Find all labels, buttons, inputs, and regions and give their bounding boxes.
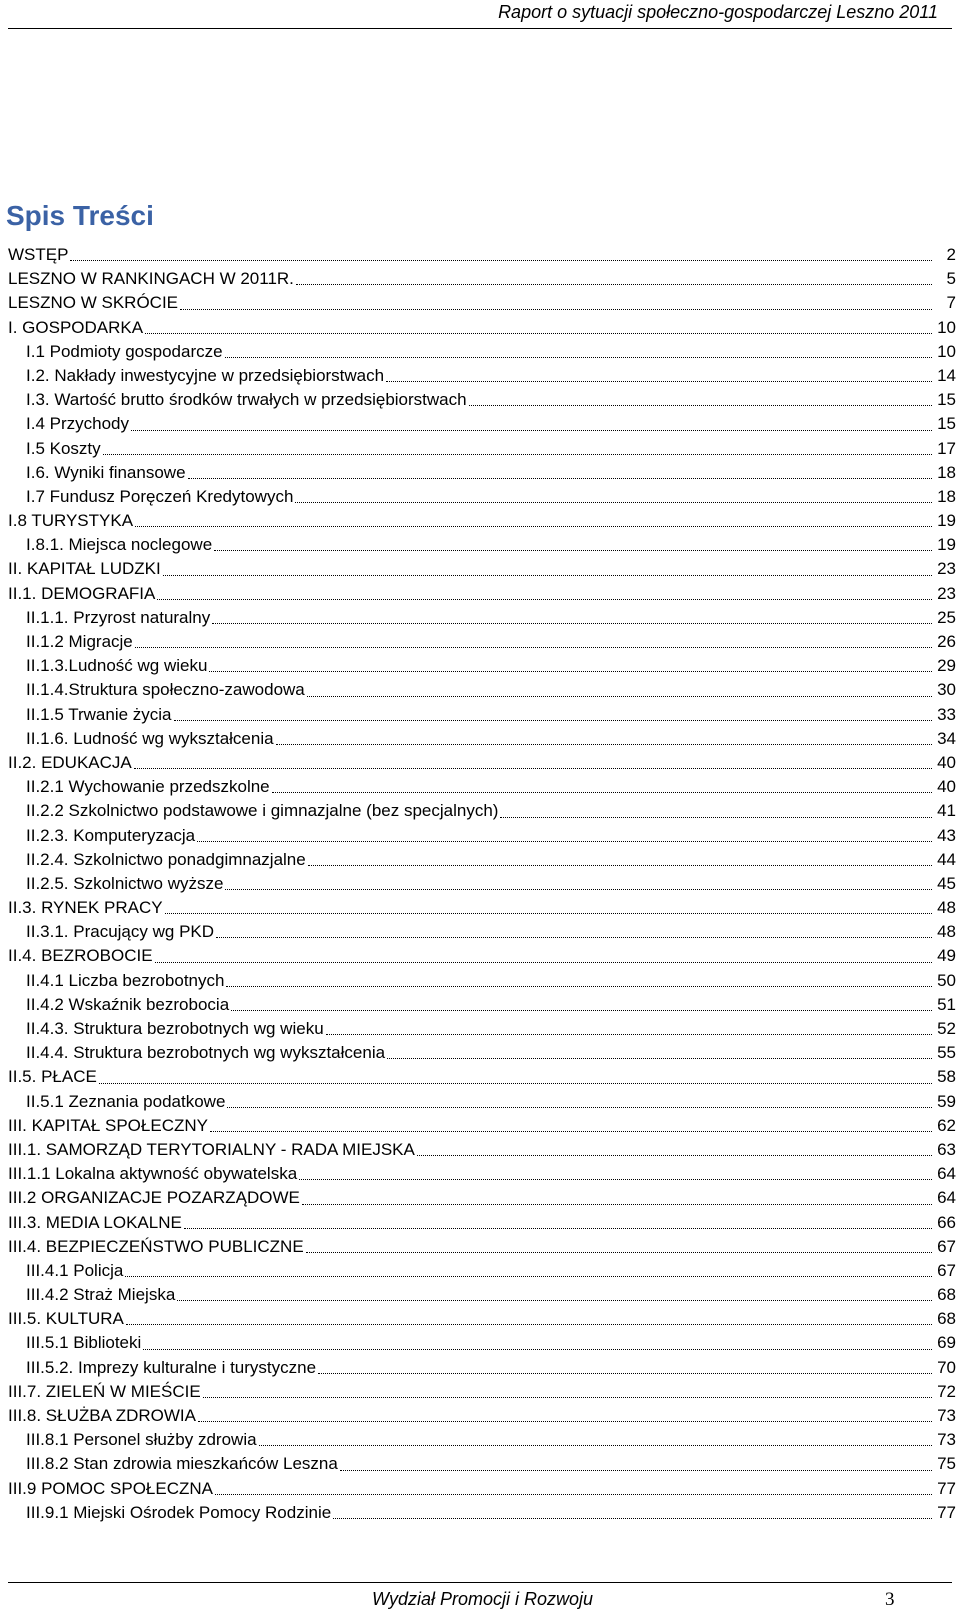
toc-entry[interactable]	[8, 944, 956, 968]
toc-entry[interactable]	[8, 1162, 956, 1186]
toc-entry-label: LESZNO W RANKINGACH W 2011R.	[8, 269, 294, 289]
toc-entry-label: III.4.1 Policja	[26, 1260, 124, 1280]
toc-entry-page: 41	[937, 801, 956, 821]
toc-entry[interactable]	[8, 678, 956, 702]
toc-entry-page: 49	[937, 946, 956, 966]
toc-dot-leader	[155, 961, 932, 963]
toc-entry-label: I.4 Przychody	[26, 414, 129, 434]
toc-dot-leader	[326, 1033, 932, 1035]
toc-entry-label: I.8 TURYSTYKA	[8, 511, 134, 531]
toc-entry-label: I.7 Fundusz Poręczeń Kredytowych	[26, 486, 294, 506]
toc-dot-leader	[212, 622, 932, 624]
toc-dot-leader	[143, 1348, 932, 1350]
toc-entry-page: 72	[937, 1381, 956, 1401]
toc-entry-page: 77	[937, 1478, 956, 1498]
toc-entry-page: 2	[946, 245, 956, 264]
toc-dot-leader	[299, 1178, 932, 1180]
toc-entry[interactable]	[8, 582, 956, 606]
toc-entry[interactable]	[8, 799, 956, 823]
toc-entry-page: 15	[937, 390, 956, 410]
toc-entry[interactable]	[8, 243, 956, 267]
toc-dot-leader	[259, 1444, 932, 1446]
toc-entry-page: 63	[937, 1139, 956, 1159]
toc-entry-page: 66	[937, 1212, 956, 1232]
toc-entry[interactable]	[8, 1235, 956, 1259]
toc-entry-page: 55	[937, 1043, 956, 1063]
toc-dot-leader	[135, 646, 932, 648]
toc-entry[interactable]	[8, 920, 956, 944]
toc-entry[interactable]	[8, 1041, 956, 1065]
toc-entry-page: 18	[937, 462, 956, 482]
toc-entry[interactable]	[8, 412, 956, 436]
toc-entry-label: II.1.2 Migracje	[26, 632, 133, 651]
toc-entry[interactable]	[8, 1138, 956, 1162]
toc-dot-leader	[231, 1009, 932, 1011]
toc-entry-label: III.2 ORGANIZACJE POZARZĄDOWE	[8, 1188, 300, 1208]
toc-entry-page: 23	[937, 583, 956, 603]
toc-entry-page: 7	[946, 293, 956, 313]
toc-entry-page: 33	[937, 704, 956, 724]
toc-entry[interactable]	[8, 1452, 956, 1476]
toc-entry[interactable]	[8, 630, 956, 654]
toc-entry-label: III.9 POMOC SPOŁECZNA	[8, 1478, 213, 1498]
toc-entry-page: 48	[937, 922, 956, 942]
toc-entry[interactable]	[8, 1090, 956, 1114]
toc-entry[interactable]	[8, 848, 956, 872]
toc-dot-leader	[469, 404, 932, 406]
toc-entry-page: 68	[937, 1285, 956, 1305]
toc-entry[interactable]	[8, 1501, 956, 1525]
toc-entry[interactable]	[8, 1477, 956, 1501]
toc-dot-leader	[387, 1057, 932, 1059]
toc-dot-leader	[70, 259, 932, 261]
toc-entry-page: 19	[937, 511, 956, 531]
toc-dot-leader	[198, 1420, 932, 1422]
toc-entry-label: I. GOSPODARKA	[8, 317, 144, 337]
toc-entry-label: I.3. Wartość brutto środków trwałych w przedsiębiorstwach	[26, 390, 467, 410]
toc-dot-leader	[214, 549, 932, 551]
toc-entry-page: 10	[937, 341, 956, 361]
toc-entry-page: 75	[937, 1454, 956, 1474]
toc-entry-label: III.9.1 Miejski Ośrodek Pomocy Rodzinie	[26, 1502, 332, 1522]
toc-entry-page: 58	[937, 1067, 956, 1087]
toc-dot-leader	[103, 453, 932, 455]
toc-entry-label: I.8.1. Miejsca noclegowe	[26, 535, 213, 555]
toc-dot-leader	[210, 1130, 932, 1132]
toc-entry-page: 14	[937, 365, 956, 385]
toc-dot-leader	[340, 1469, 932, 1471]
toc-entry-page: 5	[946, 269, 956, 289]
toc-entry-label: II.2. EDUKACJA	[8, 752, 132, 772]
toc-dot-leader	[197, 840, 932, 842]
toc-entry-page: 43	[937, 825, 956, 845]
toc-entry-page: 70	[937, 1357, 956, 1377]
toc-dot-leader	[145, 332, 932, 334]
toc-entry[interactable]	[8, 291, 956, 315]
page-header	[0, 0, 960, 30]
toc-entry-label: II.2.1 Wychowanie przedszkolne	[26, 777, 270, 797]
toc-dot-leader	[209, 670, 932, 672]
toc-entry-page: 68	[937, 1309, 956, 1329]
toc-entry-label: III. KAPITAŁ SPOŁECZNY	[8, 1115, 208, 1135]
toc-entry[interactable]	[8, 1283, 956, 1307]
toc-entry-label: III.7. ZIELEŃ W MIEŚCIE	[8, 1381, 201, 1401]
toc-dot-leader	[417, 1154, 932, 1156]
toc-entry-label: III.4.2 Straż Miejska	[26, 1285, 176, 1305]
toc-entry-label: II.4.4. Struktura bezrobotnych wg wykształcenia	[26, 1043, 386, 1063]
toc-entry[interactable]	[8, 606, 956, 630]
toc-entry[interactable]	[8, 437, 956, 461]
toc-dot-leader	[134, 767, 932, 769]
footer-department: Wydział Promocji i Rozwoju	[372, 1589, 594, 1609]
toc-entry-label: WSTĘP	[8, 245, 69, 264]
toc-dot-leader	[272, 791, 932, 793]
toc-dot-leader	[131, 429, 932, 431]
toc-entry-label: II.2.5. Szkolnictwo wyższe	[26, 873, 224, 893]
toc-entry[interactable]	[8, 1017, 956, 1041]
toc-entry-label: II.1.1. Przyrost naturalny	[26, 607, 211, 627]
toc-entry[interactable]	[8, 872, 956, 896]
toc-dot-leader	[295, 501, 932, 503]
toc-entry-page: 44	[937, 849, 956, 869]
toc-entry-label: III.5.1 Biblioteki	[26, 1333, 142, 1353]
toc-dot-leader	[126, 1323, 932, 1325]
toc-entry[interactable]	[8, 775, 956, 799]
toc-dot-leader	[227, 1106, 932, 1108]
toc-entry-label: II.4.3. Struktura bezrobotnych wg wieku	[26, 1019, 324, 1038]
toc-entry-page: 15	[937, 414, 956, 434]
toc-dot-leader	[177, 1299, 932, 1301]
toc-entry[interactable]	[8, 1380, 956, 1404]
toc-entry-page: 73	[937, 1430, 956, 1450]
toc-title: Spis Treści	[6, 200, 154, 231]
toc-entry[interactable]	[8, 1356, 956, 1380]
toc-dot-leader	[180, 308, 932, 310]
toc-entry-label: II.2.2 Szkolnictwo podstawowe i gimnazjalne (bez specjalnych)	[26, 801, 499, 821]
toc-dot-leader	[174, 719, 932, 721]
toc-entry-label: II.1.6. Ludność wg wykształcenia	[26, 728, 274, 748]
toc-entry[interactable]	[8, 267, 956, 291]
toc-entry[interactable]	[8, 340, 956, 364]
header-title: Raport o sytuacji społeczno-gospodarczej Leszno 2011	[498, 2, 938, 22]
toc-entry-page: 73	[937, 1406, 956, 1425]
toc-dot-leader	[203, 1396, 932, 1398]
toc-dot-leader	[386, 380, 932, 382]
toc-entry[interactable]	[8, 727, 956, 751]
toc-dot-leader	[307, 695, 932, 697]
toc-entry[interactable]	[8, 1259, 956, 1283]
toc-dot-leader	[157, 598, 932, 600]
toc-entry[interactable]	[8, 316, 956, 340]
toc-entry-label: II.2.4. Szkolnictwo ponadgimnazjalne	[26, 849, 306, 869]
toc-entry[interactable]	[8, 824, 956, 848]
toc-entry-label: II.5. PŁACE	[8, 1067, 97, 1087]
toc-entry[interactable]	[8, 969, 956, 993]
toc-entry-label: I.6. Wyniki finansowe	[26, 462, 186, 482]
footer-page-number: 3	[885, 1589, 895, 1610]
toc-entry-label: I.5 Koszty	[26, 438, 101, 458]
toc-dot-leader	[333, 1517, 932, 1519]
toc-entry-page: 26	[937, 632, 956, 651]
header-divider	[8, 28, 952, 29]
toc-dot-leader	[302, 1203, 932, 1205]
toc-dot-leader	[216, 936, 932, 938]
toc-entry[interactable]	[8, 557, 956, 581]
toc-entry-page: 34	[937, 728, 956, 748]
toc-entry-page: 23	[937, 559, 956, 579]
toc-entry[interactable]	[8, 654, 956, 678]
toc-entry-label: II.1.5 Trwanie życia	[26, 704, 172, 724]
toc-entry-label: III.5. KULTURA	[8, 1309, 124, 1329]
toc-entry-label: III.3. MEDIA LOKALNE	[8, 1212, 182, 1232]
toc-entry[interactable]	[8, 461, 956, 485]
table-of-contents	[8, 243, 956, 1525]
toc-entry-page: 17	[937, 438, 956, 458]
toc-entry[interactable]	[8, 1186, 956, 1210]
toc-dot-leader	[296, 283, 932, 285]
toc-dot-leader	[276, 743, 932, 745]
toc-entry-label: II.1.4.Struktura społeczno-zawodowa	[26, 680, 305, 700]
toc-entry-page: 18	[937, 486, 956, 506]
toc-dot-leader	[308, 864, 932, 866]
toc-entry-label: III.8.2 Stan zdrowia mieszkańców Leszna	[26, 1454, 338, 1474]
toc-entry-label: LESZNO W SKRÓCIE	[8, 293, 179, 313]
toc-entry[interactable]	[8, 533, 956, 557]
toc-entry-label: II.5.1 Zeznania podatkowe	[26, 1091, 226, 1111]
toc-entry-label: III.5.2. Imprezy kulturalne i turystyczne	[26, 1357, 317, 1377]
toc-dot-leader	[99, 1082, 932, 1084]
toc-entry-page: 10	[937, 317, 956, 337]
toc-entry[interactable]	[8, 1428, 956, 1452]
toc-entry-label: II.4.1 Liczba bezrobotnych	[26, 970, 225, 990]
toc-entry[interactable]	[8, 509, 956, 533]
toc-entry-page: 40	[937, 752, 956, 772]
toc-entry[interactable]	[8, 1211, 956, 1235]
toc-entry-label: II.4.2 Wskaźnik bezrobocia	[26, 994, 230, 1014]
toc-entry[interactable]	[8, 751, 956, 775]
toc-entry-page: 25	[937, 607, 956, 627]
toc-dot-leader	[500, 816, 932, 818]
toc-entry-label: II.3. RYNEK PRACY	[8, 898, 163, 918]
toc-entry[interactable]	[8, 364, 956, 388]
toc-dot-leader	[163, 574, 932, 576]
toc-entry-label: II.4. BEZROBOCIE	[8, 946, 153, 966]
toc-entry-page: 48	[937, 898, 956, 918]
toc-dot-leader	[165, 912, 932, 914]
toc-entry[interactable]	[8, 485, 956, 509]
toc-dot-leader	[188, 477, 932, 479]
toc-entry[interactable]	[8, 1404, 956, 1428]
toc-entry-label: I.2. Nakłady inwestycyjne w przedsiębiorstwach	[26, 365, 385, 385]
toc-entry[interactable]	[8, 1114, 956, 1138]
toc-entry-page: 64	[937, 1164, 956, 1184]
toc-entry-page: 77	[937, 1502, 956, 1522]
toc-entry[interactable]	[8, 896, 956, 920]
toc-entry-page: 59	[937, 1091, 956, 1111]
toc-entry-page: 64	[937, 1188, 956, 1208]
toc-dot-leader	[135, 525, 932, 527]
toc-entry-label: III.4. BEZPIECZEŃSTWO PUBLICZNE	[8, 1236, 304, 1256]
toc-entry-page: 50	[937, 970, 956, 990]
toc-entry-label: II. KAPITAŁ LUDZKI	[8, 559, 161, 579]
toc-entry-label: II.1. DEMOGRAFIA	[8, 583, 156, 603]
toc-entry-page: 62	[937, 1115, 956, 1135]
toc-entry-label: I.1 Podmioty gospodarcze	[26, 341, 223, 361]
footer-divider	[8, 1582, 952, 1583]
toc-entry[interactable]	[8, 1331, 956, 1355]
toc-entry-label: II.3.1. Pracujący wg PKD	[26, 922, 215, 942]
toc-dot-leader	[318, 1372, 932, 1374]
toc-entry-label: III.1.1 Lokalna aktywność obywatelska	[8, 1164, 298, 1184]
toc-entry-page: 51	[937, 994, 956, 1014]
toc-entry-page: 69	[937, 1333, 956, 1353]
toc-entry[interactable]	[8, 1065, 956, 1089]
toc-entry-page: 29	[937, 656, 956, 676]
toc-dot-leader	[215, 1493, 932, 1495]
toc-entry-label: III.1. SAMORZĄD TERYTORIALNY - RADA MIEJSKA	[8, 1139, 415, 1159]
toc-entry[interactable]	[8, 388, 956, 412]
toc-entry-page: 40	[937, 777, 956, 797]
toc-entry[interactable]	[8, 703, 956, 727]
toc-entry[interactable]	[8, 1307, 956, 1331]
toc-entry-label: III.8.1 Personel służby zdrowia	[26, 1430, 257, 1450]
toc-entry[interactable]	[8, 993, 956, 1017]
toc-dot-leader	[225, 356, 932, 358]
toc-entry-page: 45	[937, 873, 956, 893]
toc-entry-label: II.1.3.Ludność wg wieku	[26, 656, 208, 676]
toc-entry-label: III.8. SŁUŻBA ZDROWIA	[8, 1406, 196, 1425]
toc-entry-label: II.2.3. Komputeryzacja	[26, 825, 196, 845]
toc-entry-page: 19	[937, 535, 956, 555]
toc-dot-leader	[306, 1251, 932, 1253]
toc-dot-leader	[125, 1275, 932, 1277]
toc-entry-page: 52	[937, 1019, 956, 1038]
toc-entry-page: 30	[937, 680, 956, 700]
toc-dot-leader	[184, 1227, 932, 1229]
toc-entry-page: 67	[937, 1236, 956, 1256]
toc-entry-page: 67	[937, 1260, 956, 1280]
toc-dot-leader	[225, 888, 932, 890]
toc-dot-leader	[226, 985, 932, 987]
